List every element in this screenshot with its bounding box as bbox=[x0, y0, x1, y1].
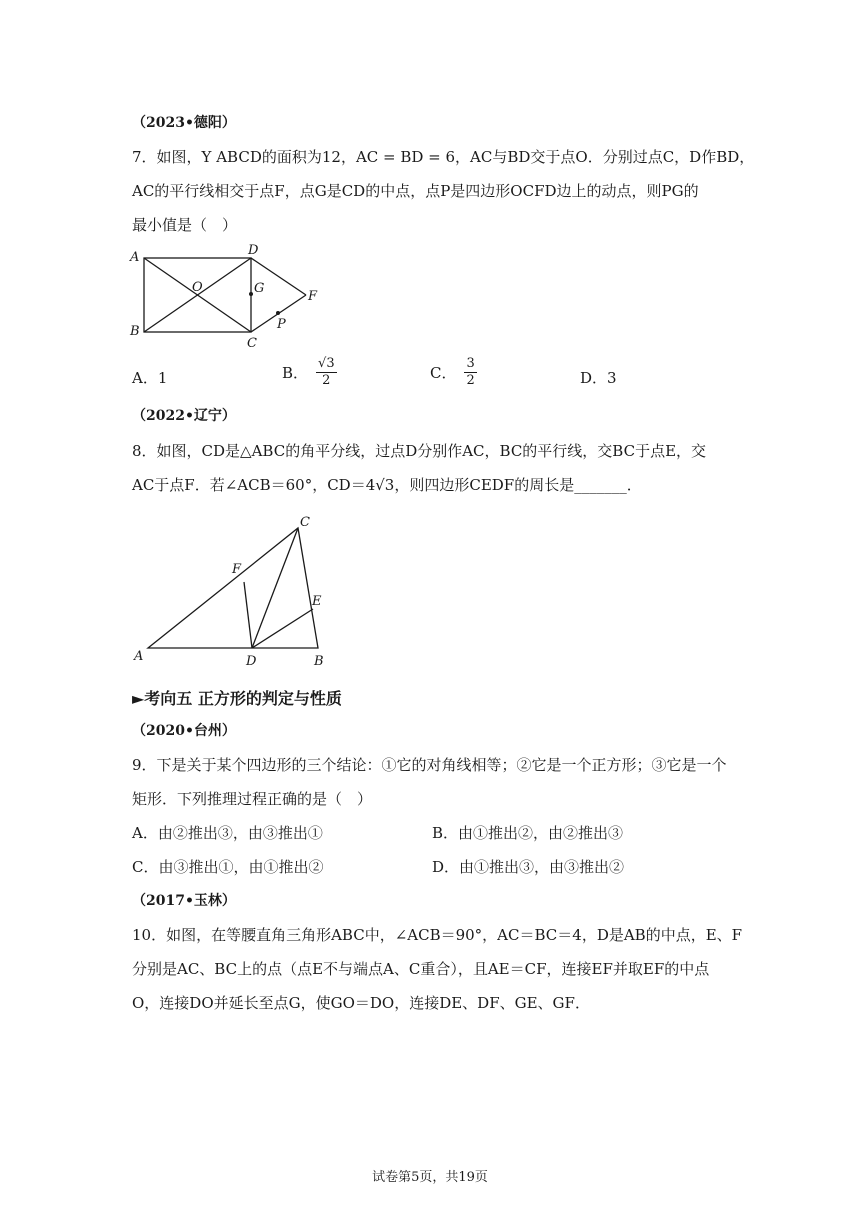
q10-line-3: O，连接DO并延长至点G，使GO＝DO，连接DE、DF、GE、GF． bbox=[132, 994, 590, 1012]
q8-line-2: AC于点F．若∠ACB＝60°，CD＝4√3，则四边形CEDF的周长是_______． bbox=[132, 476, 642, 494]
segment-de bbox=[252, 609, 313, 648]
q7-option-a: A．1 bbox=[132, 369, 168, 387]
q7-option-c-denominator: 2 bbox=[466, 373, 475, 388]
q9-option-c: C．由③推出①，由①推出② bbox=[132, 858, 324, 876]
label-d: D bbox=[246, 654, 257, 668]
label-b: B bbox=[314, 654, 324, 668]
q7-option-d: D．3 bbox=[580, 369, 617, 387]
q7-option-b bbox=[282, 356, 337, 389]
q10-source: （2017•玉林） bbox=[132, 893, 236, 909]
point-g bbox=[249, 292, 253, 296]
label-f: F bbox=[308, 289, 318, 304]
triangle-abc bbox=[148, 528, 318, 648]
q7-line-1: 7．如图，Y ABCD的面积为12，AC = BD = 6，AC与BD交于点O．分别过点C，D作BD， bbox=[132, 148, 755, 166]
q7-option-c-numerator: 3 bbox=[466, 356, 475, 371]
q8-source: （2022•辽宁） bbox=[132, 408, 236, 424]
page-footer: 试卷第5页，共19页 bbox=[372, 1170, 488, 1185]
q7-option-c bbox=[430, 356, 477, 389]
q8-line-1: 8．如图，CD是△ABC的角平分线，过点D分别作AC，BC的平行线，交BC于点E，交 bbox=[132, 442, 707, 460]
q7-option-b-numerator: √3 bbox=[318, 356, 335, 371]
label-p: P bbox=[277, 317, 286, 332]
label-b: B bbox=[130, 324, 140, 339]
label-e: E bbox=[312, 594, 322, 609]
q7-option-b-denominator: 2 bbox=[322, 373, 331, 388]
q8-figure-triangle bbox=[126, 508, 346, 668]
label-d: D bbox=[248, 243, 259, 258]
q9-line-1: 9．下是关于某个四边形的三个结论：①它的对角线相等；②它是一个正方形；③它是一个 bbox=[132, 756, 727, 774]
q7-option-c-prefix: C． bbox=[430, 364, 457, 382]
q10-line-2: 分别是AC、BC上的点（点E不与端点A、C重合），且AE＝CF，连接EF并取EF的中点 bbox=[132, 960, 710, 978]
q9-option-b: B．由①推出②，由②推出③ bbox=[432, 824, 624, 842]
q9-option-d: D．由①推出③，由③推出② bbox=[432, 858, 625, 876]
label-a: A bbox=[134, 649, 144, 664]
q9-option-a: A．由②推出③，由③推出① bbox=[132, 824, 323, 842]
label-c: C bbox=[247, 336, 257, 350]
label-f: F bbox=[232, 562, 242, 577]
q7-line-3: 最小值是（ ） bbox=[132, 216, 238, 234]
q7-source: （2023•德阳） bbox=[132, 115, 236, 131]
label-g: G bbox=[254, 281, 265, 296]
q9-line-2: 矩形．下列推理过程正确的是（ ） bbox=[132, 790, 373, 808]
section-heading: ►考向五 正方形的判定与性质 bbox=[132, 689, 342, 708]
segment-df bbox=[244, 582, 252, 648]
q7-option-b-prefix: B． bbox=[282, 364, 309, 382]
point-p bbox=[276, 311, 280, 315]
label-a: A bbox=[130, 250, 140, 265]
q10-line-1: 10．如图，在等腰直角三角形ABC中，∠ACB＝90°，AC＝BC＝4，D是AB的中点，E、F bbox=[132, 926, 743, 944]
q9-source: （2020•台州） bbox=[132, 723, 236, 739]
q7-line-2: AC的平行线相交于点F，点G是CD的中点，点P是四边形OCFD边上的动点，则PG的 bbox=[132, 182, 699, 200]
label-c: C bbox=[300, 515, 310, 530]
q7-figure-parallelogram bbox=[126, 240, 336, 350]
label-o: O bbox=[192, 280, 203, 295]
